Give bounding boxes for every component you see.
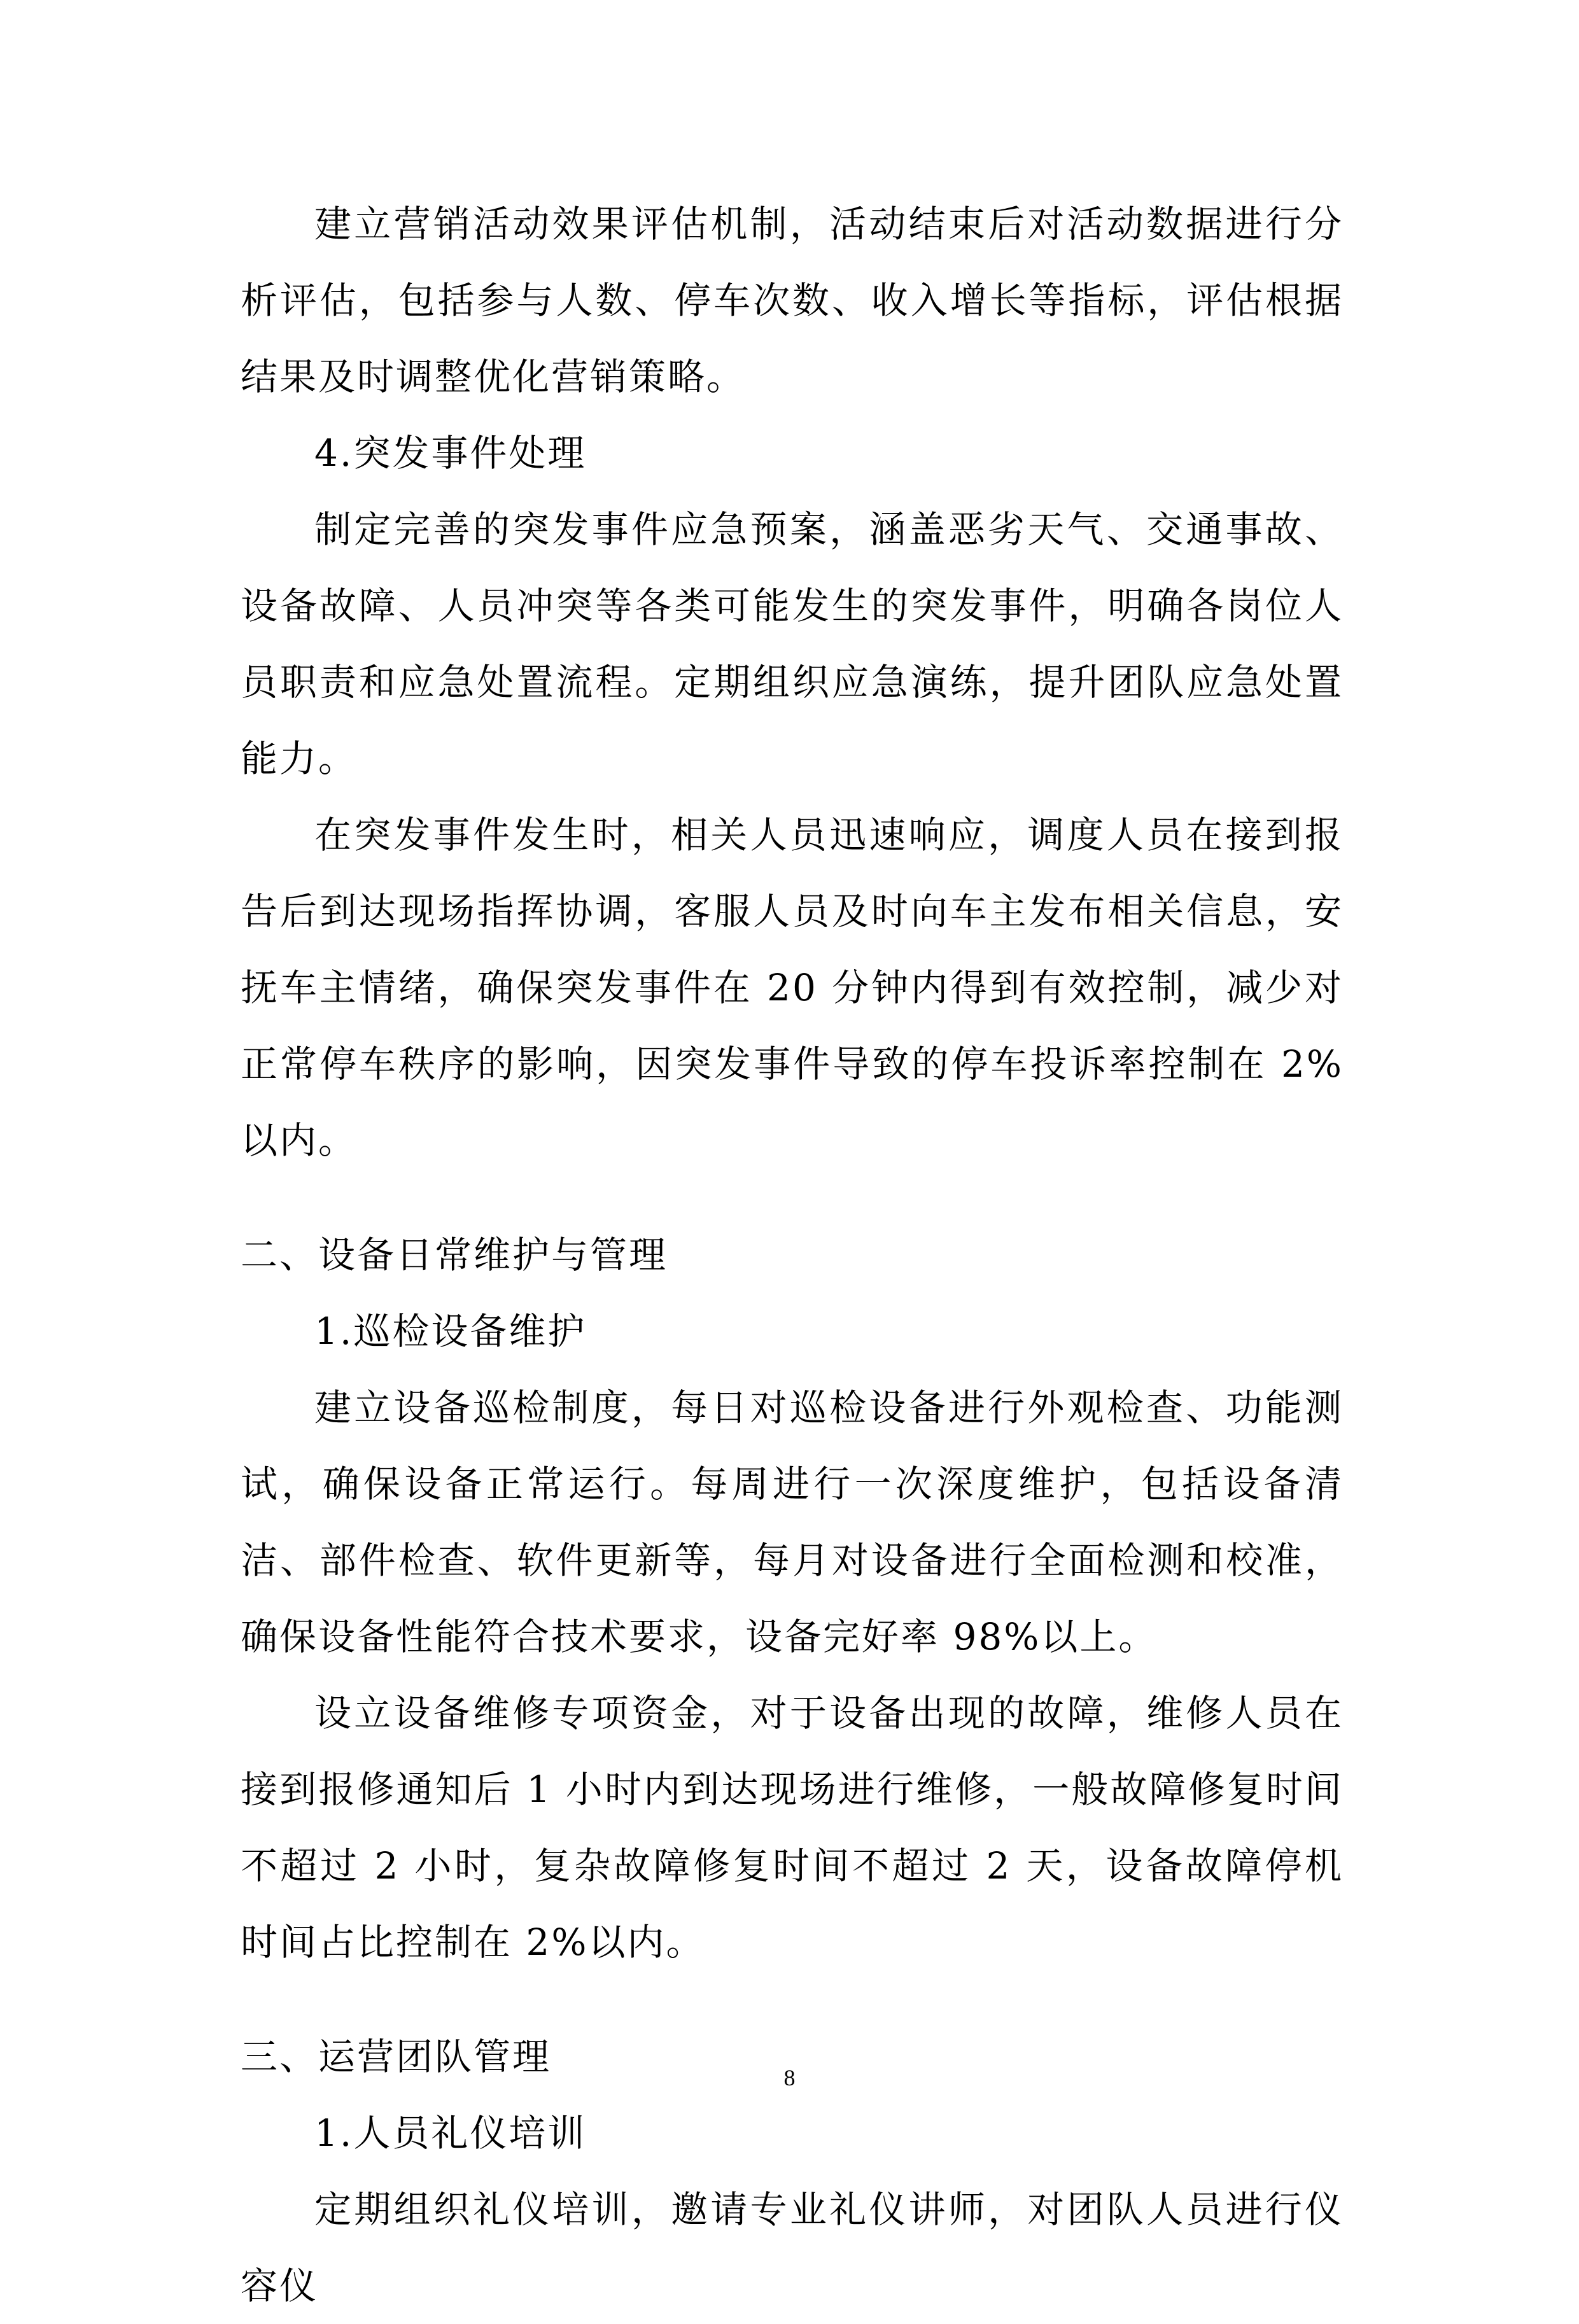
heading-equipment-maintenance: 二、设备日常维护与管理 — [241, 1233, 668, 1277]
paragraph-emergency-plan: 制定完善的突发事件应急预案，涵盖恶劣天气、交通事故、设备故障、人员冲突等各类可能发生的突发事件，明确各岗位人员职责和应急处置流程。定期组织应急演练，提升团队应急处置能力。 — [241, 508, 1344, 780]
heading-team-management: 三、运营团队管理 — [241, 2035, 552, 2078]
heading-etiquette-training: 1.人员礼仪培训 — [314, 2111, 587, 2155]
paragraph-emergency-response: 在突发事件发生时，相关人员迅速响应，调度人员在接到报告后到达现场指挥协调，客服人员及时向车主发布相关信息，安抚车主情绪，确保突发事件在 20 分钟内得到有效控制，减少对正常停车秩序的影响，因突发事件导致的停车投诉率控制在 2%以内。 — [241, 813, 1344, 1162]
section-spacer — [241, 1980, 1344, 2019]
document-body — [241, 186, 1344, 2324]
paragraph-inspection-system: 建立设备巡检制度，每日对巡检设备进行外观检查、功能测试，确保设备正常运行。每周进行一次深度维护，包括设备清洁、部件检查、软件更新等，每月对设备进行全面检测和校准，确保设备性能符合技术要求，设备完好率 98%以上。 — [241, 1386, 1344, 1658]
paragraph-etiquette-training: 定期组织礼仪培训，邀请专业礼仪讲师，对团队人员进行仪容仪 — [241, 2188, 1344, 2307]
page-number: 8 — [783, 2065, 796, 2090]
section-spacer — [241, 1179, 1344, 1217]
paragraph-repair-fund: 设立设备维修专项资金，对于设备出现的故障，维修人员在接到报修通知后 1 小时内到达现场进行维修，一般故障修复时间不超过 2 小时，复杂故障修复时间不超过 2 天，设备故障停机时间占比控制在 2%以内。 — [241, 1691, 1344, 1964]
paragraph-marketing-evaluation: 建立营销活动效果评估机制，活动结束后对活动数据进行分析评估，包括参与人数、停车次数、收入增长等指标，评估根据结果及时调整优化营销策略。 — [241, 202, 1344, 398]
heading-emergency-handling: 4.突发事件处理 — [314, 431, 587, 475]
heading-inspection-equipment: 1.巡检设备维护 — [314, 1310, 587, 1353]
